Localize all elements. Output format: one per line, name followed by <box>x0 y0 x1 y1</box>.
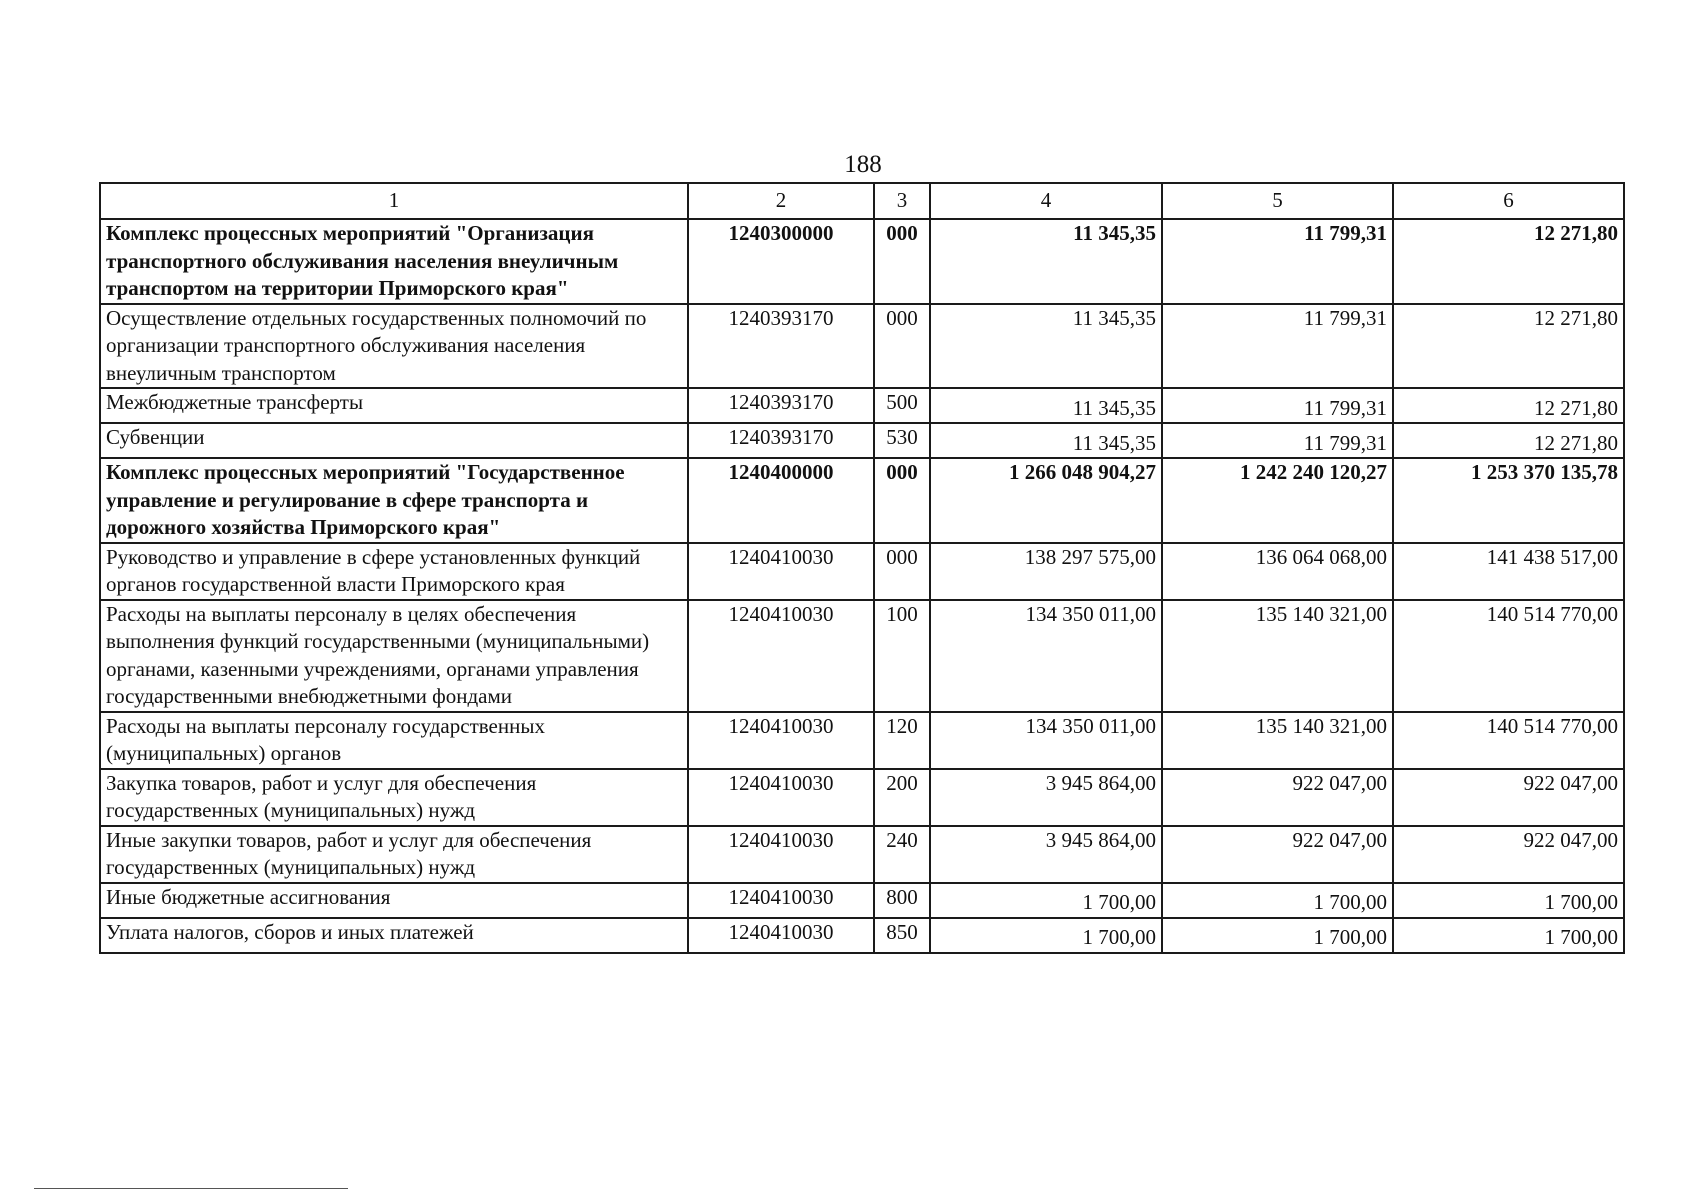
table-row <box>100 458 1624 543</box>
row-value-col4: 3 945 864,00 <box>930 769 1162 826</box>
table-body <box>100 219 1624 953</box>
table-row <box>100 600 1624 712</box>
row-type: 200 <box>874 769 930 826</box>
row-type: 000 <box>874 458 930 543</box>
row-type: 850 <box>874 918 930 953</box>
row-type: 000 <box>874 219 930 304</box>
budget-table <box>99 182 1625 954</box>
row-name: Иные бюджетные ассигнования <box>100 883 688 918</box>
row-value-col5: 11 799,31 <box>1162 219 1393 304</box>
row-type: 000 <box>874 543 930 600</box>
row-code: 1240410030 <box>688 712 874 769</box>
row-name: Расходы на выплаты персоналу в целях обеспечения выполнения функций государственными (муниципальными) органами, казенными учреждениями, органами управления государственными внебюджетными фондами <box>100 600 688 712</box>
table-row <box>100 826 1624 883</box>
row-value-col6: 922 047,00 <box>1393 769 1624 826</box>
column-header: 6 <box>1393 183 1624 219</box>
column-header: 3 <box>874 183 930 219</box>
row-value-col4: 138 297 575,00 <box>930 543 1162 600</box>
row-value-col5: 922 047,00 <box>1162 826 1393 883</box>
row-value-col6: 922 047,00 <box>1393 826 1624 883</box>
column-header: 2 <box>688 183 874 219</box>
row-code: 1240410030 <box>688 600 874 712</box>
row-code: 1240393170 <box>688 423 874 458</box>
table-row <box>100 304 1624 389</box>
column-header: 1 <box>100 183 688 219</box>
row-value-col4: 1 700,00 <box>930 918 1162 953</box>
row-type: 120 <box>874 712 930 769</box>
row-type: 100 <box>874 600 930 712</box>
table-row <box>100 883 1624 918</box>
row-name: Руководство и управление в сфере установленных функций органов государственной власти Приморского края <box>100 543 688 600</box>
row-name: Закупка товаров, работ и услуг для обеспечения государственных (муниципальных) нужд <box>100 769 688 826</box>
row-code: 1240300000 <box>688 219 874 304</box>
row-type: 000 <box>874 304 930 389</box>
row-value-col6: 1 700,00 <box>1393 883 1624 918</box>
row-name: Комплекс процессных мероприятий "Государственное управление и регулирование в сфере транспорта и дорожного хозяйства Приморского края" <box>100 458 688 543</box>
row-value-col5: 922 047,00 <box>1162 769 1393 826</box>
footer-rule <box>34 1188 348 1189</box>
row-name: Иные закупки товаров, работ и услуг для обеспечения государственных (муниципальных) нужд <box>100 826 688 883</box>
row-value-col5: 11 799,31 <box>1162 388 1393 423</box>
row-name: Субвенции <box>100 423 688 458</box>
row-value-col5: 1 700,00 <box>1162 918 1393 953</box>
row-code: 1240410030 <box>688 543 874 600</box>
row-type: 500 <box>874 388 930 423</box>
table-row <box>100 712 1624 769</box>
row-value-col6: 1 700,00 <box>1393 918 1624 953</box>
row-value-col5: 11 799,31 <box>1162 304 1393 389</box>
row-name: Уплата налогов, сборов и иных платежей <box>100 918 688 953</box>
table-row <box>100 388 1624 423</box>
row-value-col4: 134 350 011,00 <box>930 712 1162 769</box>
row-value-col6: 141 438 517,00 <box>1393 543 1624 600</box>
row-code: 1240410030 <box>688 918 874 953</box>
row-name: Комплекс процессных мероприятий "Организация транспортного обслуживания населения внеуличным транспортом на территории Приморского края" <box>100 219 688 304</box>
row-code: 1240410030 <box>688 883 874 918</box>
row-type: 240 <box>874 826 930 883</box>
row-value-col4: 3 945 864,00 <box>930 826 1162 883</box>
row-value-col6: 140 514 770,00 <box>1393 600 1624 712</box>
page-number: 188 <box>844 151 882 178</box>
column-header: 5 <box>1162 183 1393 219</box>
row-value-col5: 135 140 321,00 <box>1162 712 1393 769</box>
row-value-col6: 140 514 770,00 <box>1393 712 1624 769</box>
row-value-col4: 11 345,35 <box>930 388 1162 423</box>
row-value-col6: 12 271,80 <box>1393 219 1624 304</box>
row-name: Осуществление отдельных государственных полномочий по организации транспортного обслуживания населения внеуличным транспортом <box>100 304 688 389</box>
row-code: 1240410030 <box>688 769 874 826</box>
table-row <box>100 543 1624 600</box>
row-value-col4: 1 266 048 904,27 <box>930 458 1162 543</box>
table-row <box>100 918 1624 953</box>
row-type: 800 <box>874 883 930 918</box>
row-code: 1240410030 <box>688 826 874 883</box>
row-value-col5: 136 064 068,00 <box>1162 543 1393 600</box>
row-name: Расходы на выплаты персоналу государственных (муниципальных) органов <box>100 712 688 769</box>
row-value-col5: 11 799,31 <box>1162 423 1393 458</box>
row-value-col5: 1 700,00 <box>1162 883 1393 918</box>
row-value-col6: 1 253 370 135,78 <box>1393 458 1624 543</box>
table-header-row <box>100 183 1624 219</box>
row-value-col5: 1 242 240 120,27 <box>1162 458 1393 543</box>
row-name: Межбюджетные трансферты <box>100 388 688 423</box>
row-value-col5: 135 140 321,00 <box>1162 600 1393 712</box>
row-type: 530 <box>874 423 930 458</box>
table-row <box>100 219 1624 304</box>
row-value-col6: 12 271,80 <box>1393 388 1624 423</box>
row-code: 1240393170 <box>688 304 874 389</box>
row-value-col4: 1 700,00 <box>930 883 1162 918</box>
table-row <box>100 769 1624 826</box>
row-value-col4: 11 345,35 <box>930 219 1162 304</box>
row-value-col6: 12 271,80 <box>1393 423 1624 458</box>
row-value-col4: 11 345,35 <box>930 423 1162 458</box>
column-header: 4 <box>930 183 1162 219</box>
row-value-col4: 134 350 011,00 <box>930 600 1162 712</box>
row-value-col6: 12 271,80 <box>1393 304 1624 389</box>
table-row <box>100 423 1624 458</box>
row-code: 1240400000 <box>688 458 874 543</box>
row-value-col4: 11 345,35 <box>930 304 1162 389</box>
row-code: 1240393170 <box>688 388 874 423</box>
